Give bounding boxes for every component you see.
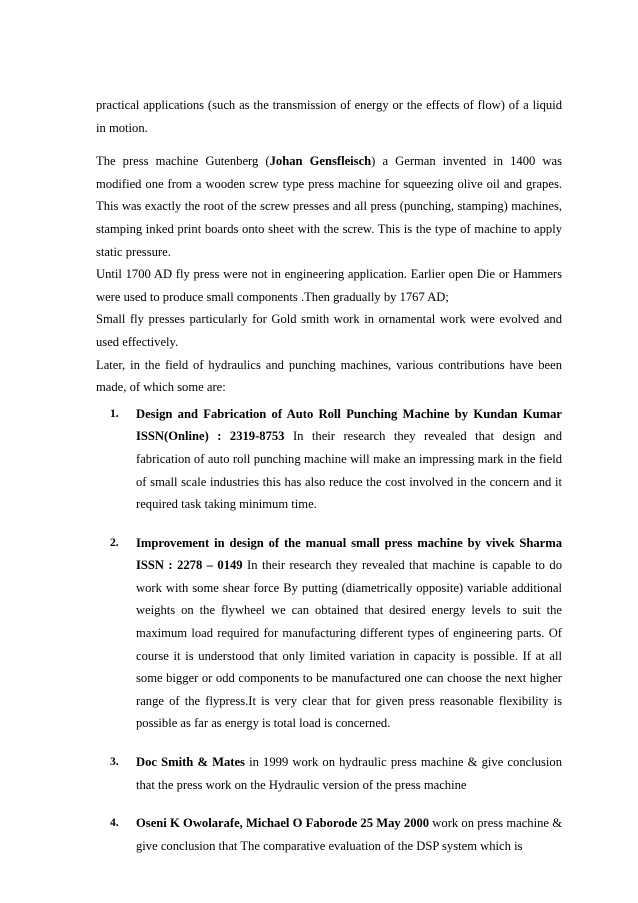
list-item-text: In their research they revealed that machine is capable to do work with some shear force By putting (diametrically opposite) variable additional weights on the flywheel we can obtained that desired energy levels to suit the maximum load required for manufacturing different types of engineering parts. Of course it is understood that only limited variation in capacity is possible. If at all some bigger or odd components to be manufactured one can choose the next higher range of the flypress.It is very clear that for given press reasonable flexibility is possible as far as energy is total load is concerned. — [136, 558, 562, 731]
list-item-text: in 1999 work on hydraulic press machine & give conclusion that the press work on the Hydraulic version of the press machine — [136, 755, 562, 792]
list-item-text: work on press machine & give conclusion that The comparative evaluation of the DSP system which is — [136, 816, 562, 853]
paragraph-intro: practical applications (such as the transmission of energy or the effects of flow) of a liquid in motion. — [96, 98, 562, 135]
contributions-list — [96, 403, 562, 858]
list-item — [96, 812, 562, 857]
list-item-text: In their research they revealed that design and fabrication of auto roll punching machine will make an impressing mark in the field of small scale industries this has also reduce the cost involved in the concern and it required task taking minimum time. — [136, 429, 562, 512]
paragraph-gutenberg-text-a: The press machine Gutenberg ( — [96, 154, 270, 169]
list-item — [96, 751, 562, 796]
document-page — [96, 94, 562, 873]
paragraph-small-fly-presses: Small fly presses particularly for Gold smith work in ornamental work were evolved and used effectively. — [96, 312, 562, 349]
paragraph-contributions-intro: Later, in the field of hydraulics and punching machines, various contributions have been made, of which some are: — [96, 357, 562, 395]
list-item-number: 4. — [110, 816, 119, 830]
list-item-number: 1. — [110, 406, 119, 420]
list-item — [96, 532, 562, 735]
list-item-title: Oseni K Owolarafe, Michael O Faborode 25 May 2000 — [136, 816, 430, 831]
list-item-title: Doc Smith & Mates — [136, 755, 245, 770]
list-item-title: Design and Fabrication of Auto Roll Punching Machine by Kundan Kumar ISSN(Online) : 2319-8753 — [136, 406, 562, 444]
list-item-number: 2. — [110, 535, 119, 549]
paragraph-fly-press: Until 1700 AD fly press were not in engineering application. Earlier open Die or Hammers were used to produce small components .Then gradually by 1767 AD; — [96, 267, 562, 304]
paragraph-gutenberg-text-b: ) a German invented in 1400 was modified one from a wooden screw type press machine for squeezing olive oil and grapes. This was exactly the root of the screw presses and all press (punching, stamping) machines, stamping inked print boards onto sheet with the screw. This is the type of machine to apply static pressure. — [96, 154, 562, 259]
list-item — [96, 403, 562, 516]
gutenberg-name: Johan Gensfleisch — [269, 154, 372, 169]
list-item-number: 3. — [110, 755, 119, 769]
list-item-title: Improvement in design of the manual small press machine by vivek Sharma ISSN : 2278 – 0149 — [136, 535, 562, 573]
paragraph-gutenberg — [96, 150, 562, 263]
